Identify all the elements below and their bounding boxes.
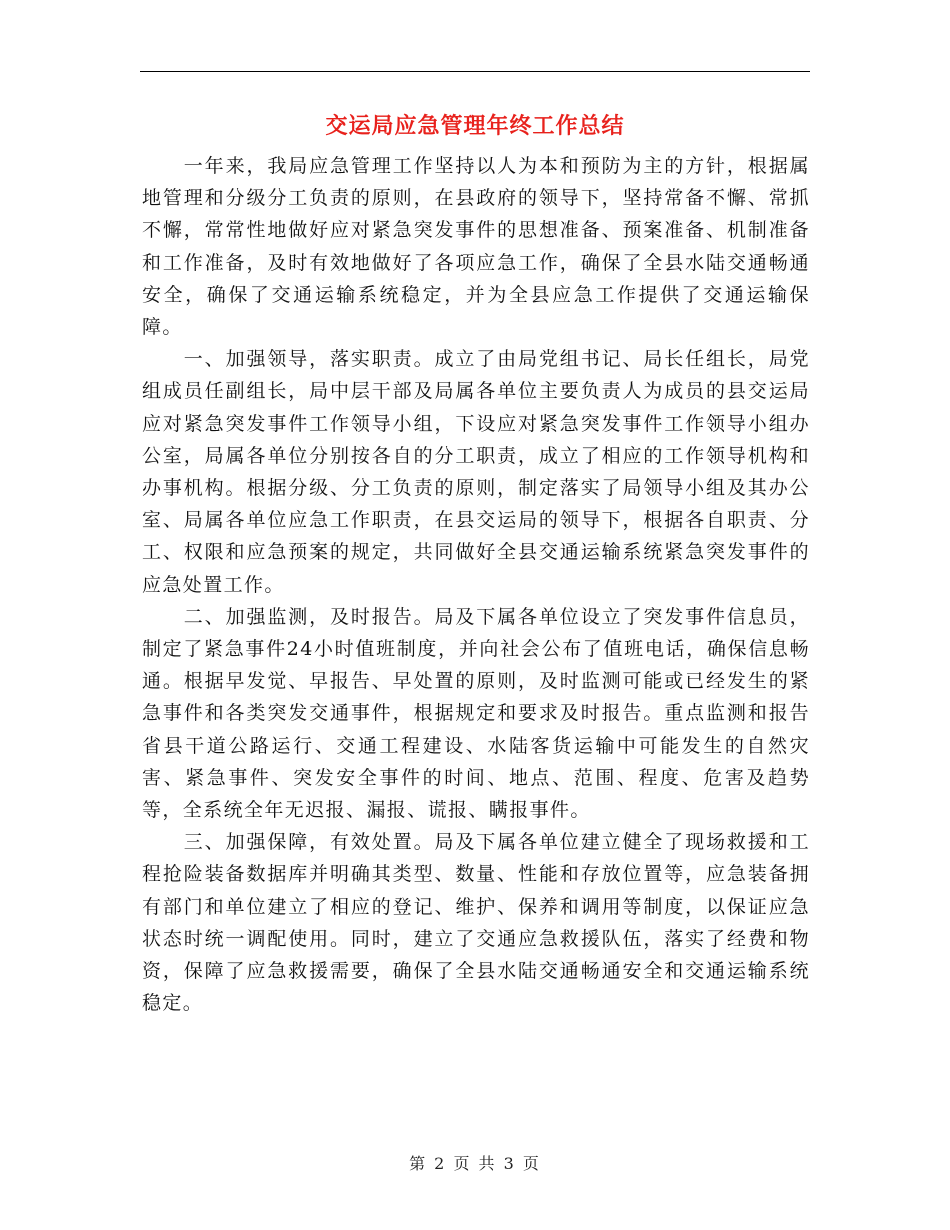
paragraph-section-3: 三、加强保障，有效处置。局及下属各单位建立健全了现场救援和工程抢险装备数据库并明确其类型、数量、性能和存放位置等，应急装备拥有部门和单位建立了相应的登记、维护、保养和调用等制度，以保证应急状态时统一调配使用。同时，建立了交通应急救援队伍，落实了经费和物资，保障了应急救援需要，确保了全县水陆交通畅通安全和交通运输系统稳定。: [142, 831, 810, 1015]
document-title: 交运局应急管理年终工作总结: [325, 113, 625, 139]
paragraph-section-2: 二、加强监测，及时报告。局及下属各单位设立了突发事件信息员，制定了紧急事件24小时值班制度，并向社会公布了值班电话，确保信息畅通。根据早发觉、早报告、早处置的原则，及时监测可能或已经发生的紧急事件和各类突发交通事件，根据规定和要求及时报告。重点监测和报告省县干道公路运行、交通工程建设、水陆客货运输中可能发生的自然灾害、紧急事件、突发安全事件的时间、地点、范围、程度、危害及趋势等，全系统全年无迟报、漏报、谎报、瞒报事件。: [142, 605, 810, 822]
page-number-footer: 第 2 页 共 3 页: [409, 1154, 541, 1173]
document-body: [142, 150, 810, 1019]
header-rule: [140, 71, 810, 72]
paragraph-intro: 一年来，我局应急管理工作坚持以人为本和预防为主的方针，根据属地管理和分级分工负责的原则，在县政府的领导下，坚持常备不懈、常抓不懈，常常性地做好应对紧急突发事件的思想准备、预案准备、机制准备和工作准备，及时有效地做好了各项应急工作，确保了全县水陆交通畅通安全，确保了交通运输系统稳定，并为全县应急工作提供了交通运输保障。: [142, 155, 810, 339]
paragraph-section-1: 一、加强领导，落实职责。成立了由局党组书记、局长任组长，局党组成员任副组长，局中层干部及局属各单位主要负责人为成员的县交运局应对紧急突发事件工作领导小组，下设应对紧急突发事件工作领导小组办公室，局属各单位分别按各自的分工职责，成立了相应的工作领导机构和办事机构。根据分级、分工负责的原则，制定落实了局领导小组及其办公室、局属各单位应急工作职责，在县交运局的领导下，根据各自职责、分工、权限和应急预案的规定，共同做好全县交通运输系统紧急突发事件的应急处置工作。: [142, 348, 810, 596]
